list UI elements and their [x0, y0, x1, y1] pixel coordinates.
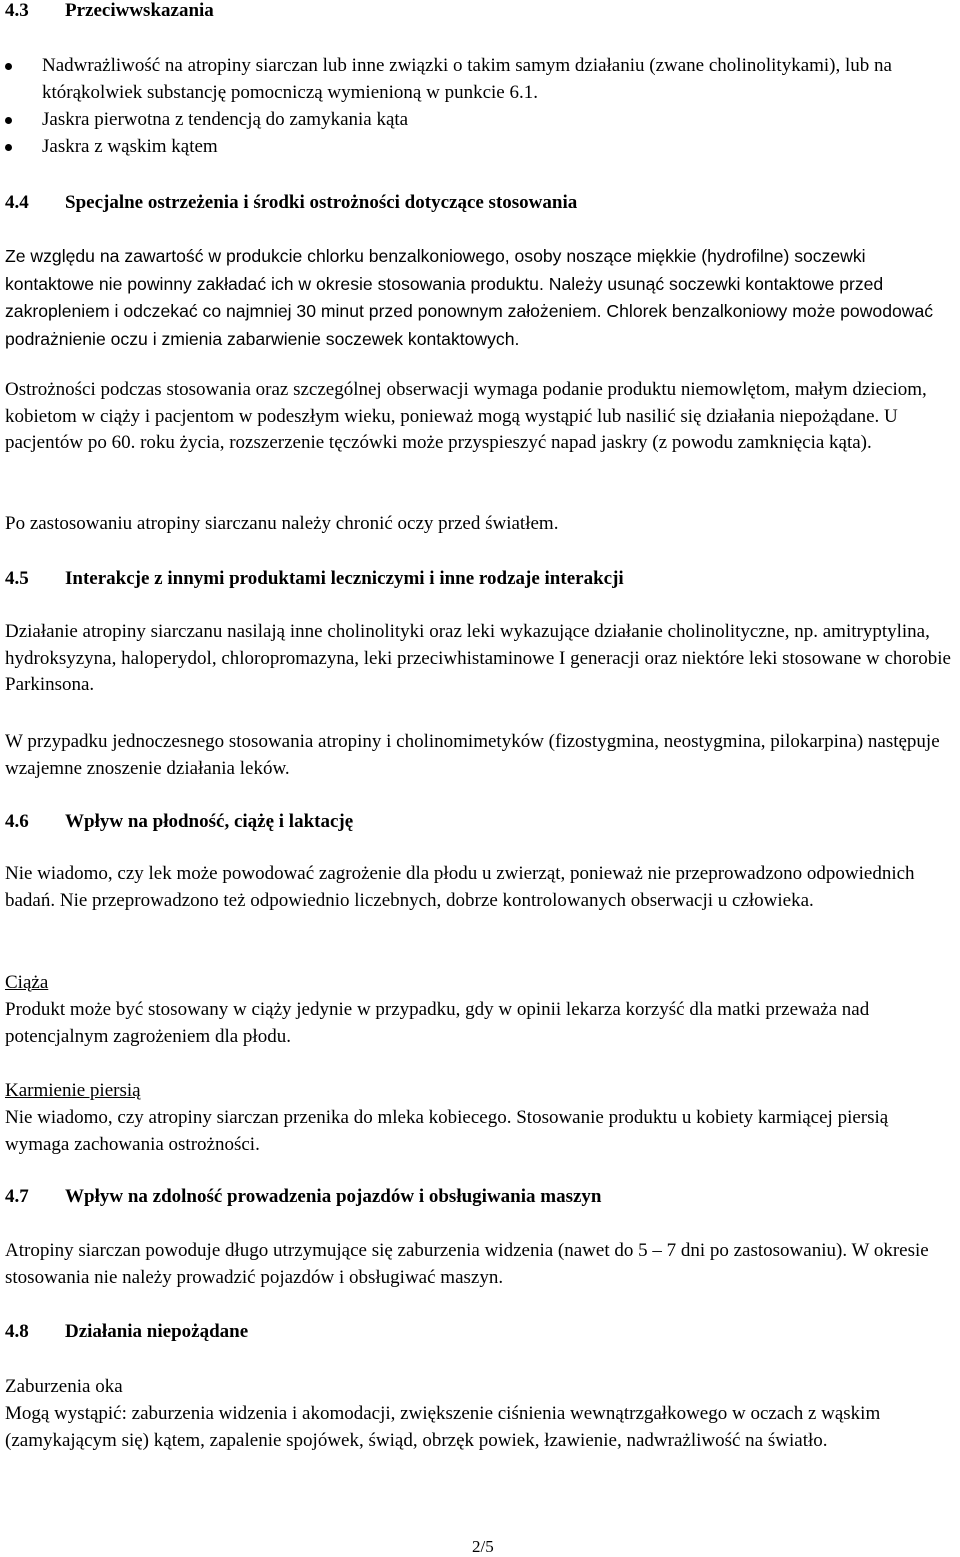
section-heading-4-7 — [5, 1186, 601, 1208]
paragraph-fertility: Nie wiadomo, czy lek może powodować zagrożenie dla płodu u zwierząt, ponieważ nie przeprowadzono odpowiednich badań. Nie przeprowadzono też odpowiednio liczebnych, dobrze kontrolowanych obserwacji u człowieka. — [5, 863, 915, 911]
section-number: 4.4 — [5, 192, 29, 213]
section-title: Wpływ na płodność, ciążę i laktację — [65, 811, 354, 832]
subheading-eye-disorders: Zaburzenia oka — [5, 1376, 123, 1397]
paragraph-contact-lenses — [5, 243, 957, 353]
paragraph-interactions-1: Działanie atropiny siarczanu nasilają inne cholinolityki oraz leki wykazujące działanie cholinolityczne, np. amitryptylina, hydroksyzyna, haloperydol, chloropromazyna, leki przeciwhistaminowe I generacji oraz niektóre leki stosowane w chorobie Parkinsona. — [5, 621, 951, 696]
page-number: 2/5 — [472, 1537, 494, 1556]
contraindications-list — [5, 52, 955, 160]
paragraph-pregnancy: Produkt może być stosowany w ciąży jedynie w przypadku, gdy w opinii lekarza korzyść dla matki przeważa nad potencjalnym zagrożeniem dla płodu. — [5, 999, 870, 1047]
paragraph-driving: Atropiny siarczan powoduje długo utrzymujące się zaburzenia widzenia (nawet do 5 – 7 dni po zastosowaniu). W okresie stosowania nie należy prowadzić pojazdów i obsługiwać maszyn. — [5, 1240, 929, 1288]
text-run: Należy usunąć soczewki kontaktowe przed zakropleniem i odczekać co najmniej 30 minut przed ponownym założeniem. — [5, 273, 884, 322]
section-heading-4-6 — [5, 811, 353, 833]
subheading-text: Ciąża — [5, 972, 49, 993]
list-item — [5, 133, 955, 160]
subheading-text: Karmienie piersią — [5, 1080, 141, 1101]
section-heading-4-4 — [5, 192, 577, 214]
section-number: 4.7 — [5, 1186, 29, 1207]
list-item-text: Jaskra z wąskim kątem — [42, 136, 218, 157]
paragraph-light-protection: Po zastosowaniu atropiny siarczanu należy chronić oczy przed światłem. — [5, 513, 559, 534]
list-item — [5, 52, 955, 106]
section-title: Specjalne ostrzeżenia i środki ostrożności dotyczące stosowania — [65, 192, 578, 213]
section-title: Wpływ na zdolność prowadzenia pojazdów i obsługiwania maszyn — [65, 1186, 602, 1207]
subheading-pregnancy — [5, 970, 957, 997]
section-number: 4.5 — [5, 568, 29, 589]
section-title: Przeciwwskazania — [65, 0, 214, 21]
list-item-text: Jaskra pierwotna z tendencją do zamykania kąta — [42, 109, 409, 130]
section-number: 4.3 — [5, 0, 29, 21]
section-heading-4-8 — [5, 1321, 248, 1343]
text-run: soczewki kontaktowe nie powinny zakładać ich w okresie stosowania produktu. — [5, 246, 866, 294]
section-title: Interakcje z innymi produktami leczniczymi i inne rodzaje interakcji — [65, 568, 624, 589]
section-heading-4-3 — [5, 0, 214, 22]
paragraph-interactions-2: W przypadku jednoczesnego stosowania atropiny i cholinomimetyków (fizostygmina, neostygmina, pilokarpina) następuje wzajemne znoszenie działania leków. — [5, 731, 940, 779]
list-item — [5, 106, 955, 133]
list-item-text: Nadwrażliwość na atropiny siarczan lub inne związki o takim samym działaniu (zwane cholinolitykami), lub na którąkolwiek substancję pomocniczą wymienioną w punkcie 6.1. — [42, 55, 892, 103]
section-number: 4.8 — [5, 1321, 29, 1342]
subheading-breastfeeding — [5, 1078, 957, 1105]
bullet-icon — [5, 117, 12, 124]
text-run: Ze względu na zawartość w produkcie chlorku benzalkoniowego, osoby noszące miękkie (hydrofilne) — [5, 246, 795, 266]
paragraph-breastfeeding: Nie wiadomo, czy atropiny siarczan przenika do mleka kobiecego. Stosowanie produktu u kobiety karmiącej piersią wymaga zachowania ostrożności. — [5, 1107, 889, 1155]
bullet-icon — [5, 63, 12, 70]
section-heading-4-5 — [5, 568, 624, 590]
section-number: 4.6 — [5, 811, 29, 832]
section-title: Działania niepożądane — [65, 1321, 249, 1342]
paragraph-precautions: Ostrożności podczas stosowania oraz szczególnej obserwacji wymaga podanie produktu niemowlętom, małym dzieciom, kobietom w ciąży i pacjentom w podeszłym wieku, ponieważ mogą wystąpić lub nasilić się działania niepożądane. U pacjentów po 60. roku życia, rozszerzenie tęczówki może przyspieszyć napad jaskry (z powodu zamknięcia kąta). — [5, 379, 927, 454]
paragraph-eye-disorders: Mogą wystąpić: zaburzenia widzenia i akomodacji, zwiększenie ciśnienia wewnątrzgałkowego w oczach z wąskim (zamykającym się) kątem, zapalenie spojówek, świąd, obrzęk powiek, łzawienie, nadwrażliwość na światło. — [5, 1403, 881, 1451]
bullet-icon — [5, 144, 12, 151]
text-run: Chlorek benzalkoniowy może powodować podrażnienie oczu i zmienia zabarwienie soczewek kontaktowych. — [5, 301, 934, 349]
